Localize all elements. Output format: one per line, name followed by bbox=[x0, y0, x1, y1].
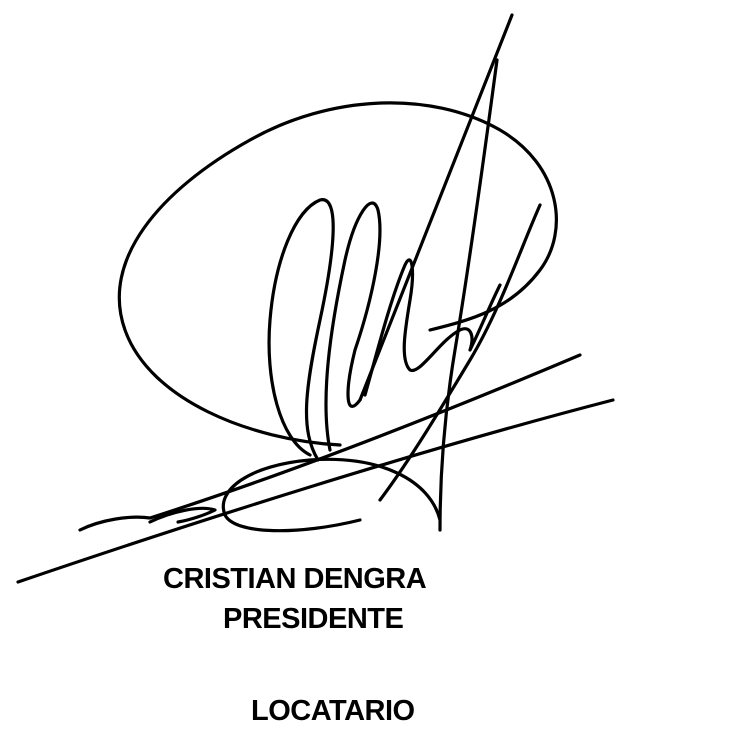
signature-flourish-stroke-1 bbox=[269, 200, 333, 460]
signatory-role: PRESIDENTE bbox=[223, 603, 404, 635]
party-label: LOCATARIO bbox=[251, 695, 415, 727]
signatory-name: CRISTIAN DENGRA bbox=[163, 563, 427, 595]
signature-tall-stroke-1 bbox=[360, 15, 512, 400]
signature-tall-stroke-2 bbox=[440, 60, 497, 530]
signature-lower-loop-stroke bbox=[223, 459, 440, 530]
signature-cross-line-2 bbox=[18, 400, 613, 582]
signature-flourish-stroke-3 bbox=[365, 260, 500, 395]
